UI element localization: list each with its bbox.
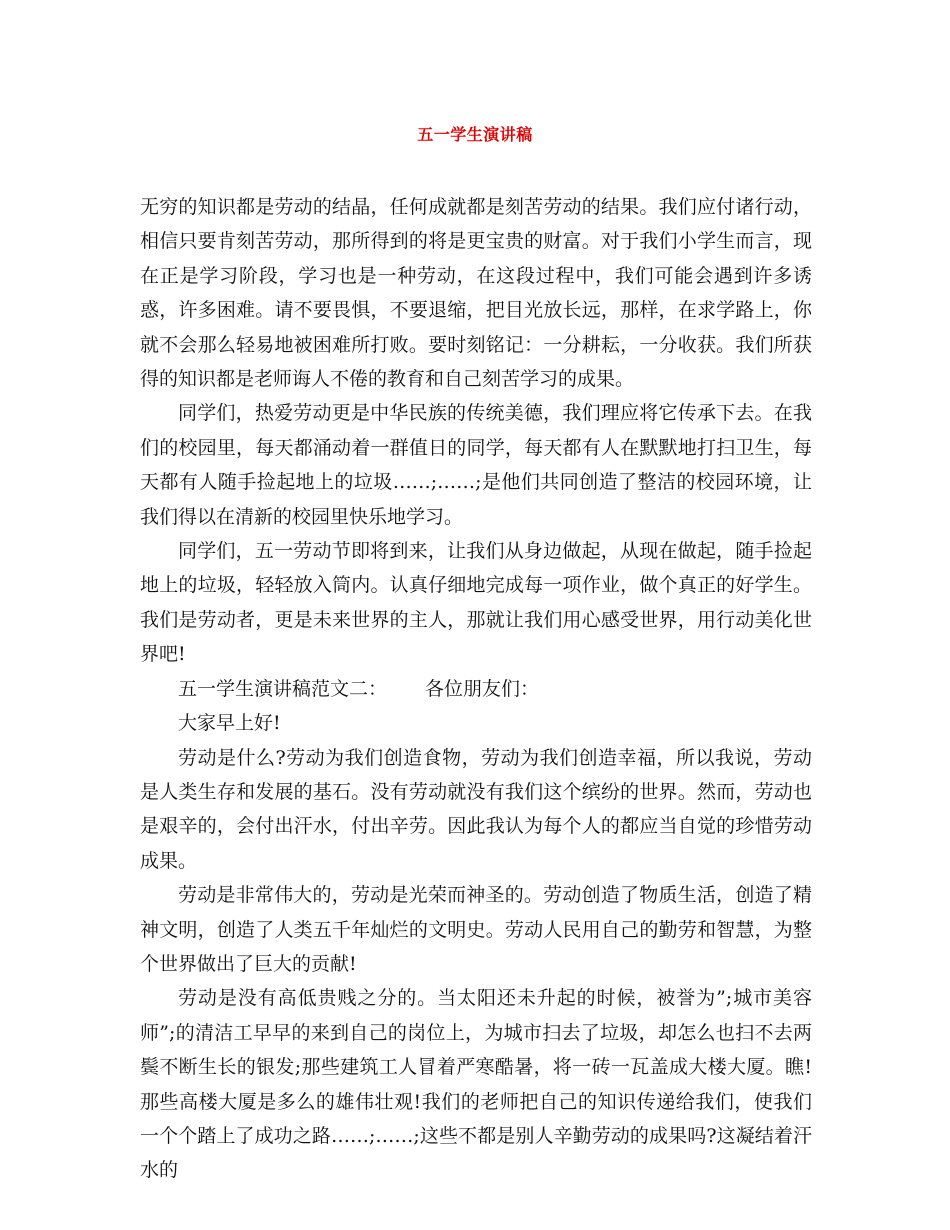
document-body: [140, 190, 812, 1188]
salutation: 各位朋友们：: [425, 677, 540, 700]
paragraph-6: 劳动是没有高低贵贱之分的。当太阳还未升起的时候，被誉为”;城市美容师”;的清洁工早早的来到自己的岗位上，为城市扫去了垃圾，却怎么也扫不去两鬓不断生长的银发;那些建筑工人冒着严寒酷暑，将一砖一瓦盖成大楼大厦。瞧!那些高楼大厦是多么的雄伟壮观!我们的老师把自己的知识传递给我们，使我们一个个踏上了成功之路……;……;这些不都是别人辛勤劳动的成果吗?这凝结着汗水的: [140, 987, 812, 1182]
document-title: 五一学生演讲稿: [417, 125, 533, 144]
paragraph-4: 劳动是什么?劳动为我们创造食物，劳动为我们创造幸福，所以我说，劳动是人类生存和发展的基石。没有劳动就没有我们这个缤纷的世界。然而，劳动也是艰辛的，会付出汗水，付出辛劳。因此我认为每个人的都应当自觉的珍惜劳动成果。: [140, 746, 812, 872]
paragraph-3: 同学们，五一劳动节即将到来，让我们从身边做起，从现在做起，随手捡起地上的垃圾，轻轻放入筒内。认真仔细地完成每一项作业，做个真正的好学生。我们是劳动者，更是未来世界的主人，那就让我们用心感受世界，用行动美化世界吧!: [140, 540, 812, 666]
paragraph-5: 劳动是非常伟大的，劳动是光荣而神圣的。劳动创造了物质生活，创造了精神文明，创造了人类五千年灿烂的文明史。劳动人民用自己的勤劳和智慧，为整个世界做出了巨大的贡献!: [140, 884, 812, 975]
sample-heading: 五一学生演讲稿范文二：: [178, 677, 388, 700]
greeting: 大家早上好!: [178, 712, 281, 735]
paragraph-1: 无穷的知识都是劳动的结晶，任何成就都是刻苦劳动的结果。我们应付诸行动，相信只要肯刻苦劳动，那所得到的将是更宝贵的财富。对于我们小学生而言，现在正是学习阶段，学习也是一种劳动，在这段过程中，我们可能会遇到许多诱惑，许多困难。请不要畏惧，不要退缩，把目光放长远，那样，在求学路上，你就不会那么轻易地被困难所打败。要时刻铭记：一分耕耘，一分收获。我们所获得的知识都是老师诲人不倦的教育和自己刻苦学习的成果。: [140, 196, 812, 391]
paragraph-2: 同学们，热爱劳动更是中华民族的传统美德，我们理应将它传承下去。在我们的校园里，每天都涌动着一群值日的同学，每天都有人在默默地打扫卫生，每天都有人随手捡起地上的垃圾……;……;是他们共同创造了整洁的校园环境，让我们得以在清新的校园里快乐地学习。: [140, 402, 812, 528]
sample-heading-row: [140, 672, 812, 706]
